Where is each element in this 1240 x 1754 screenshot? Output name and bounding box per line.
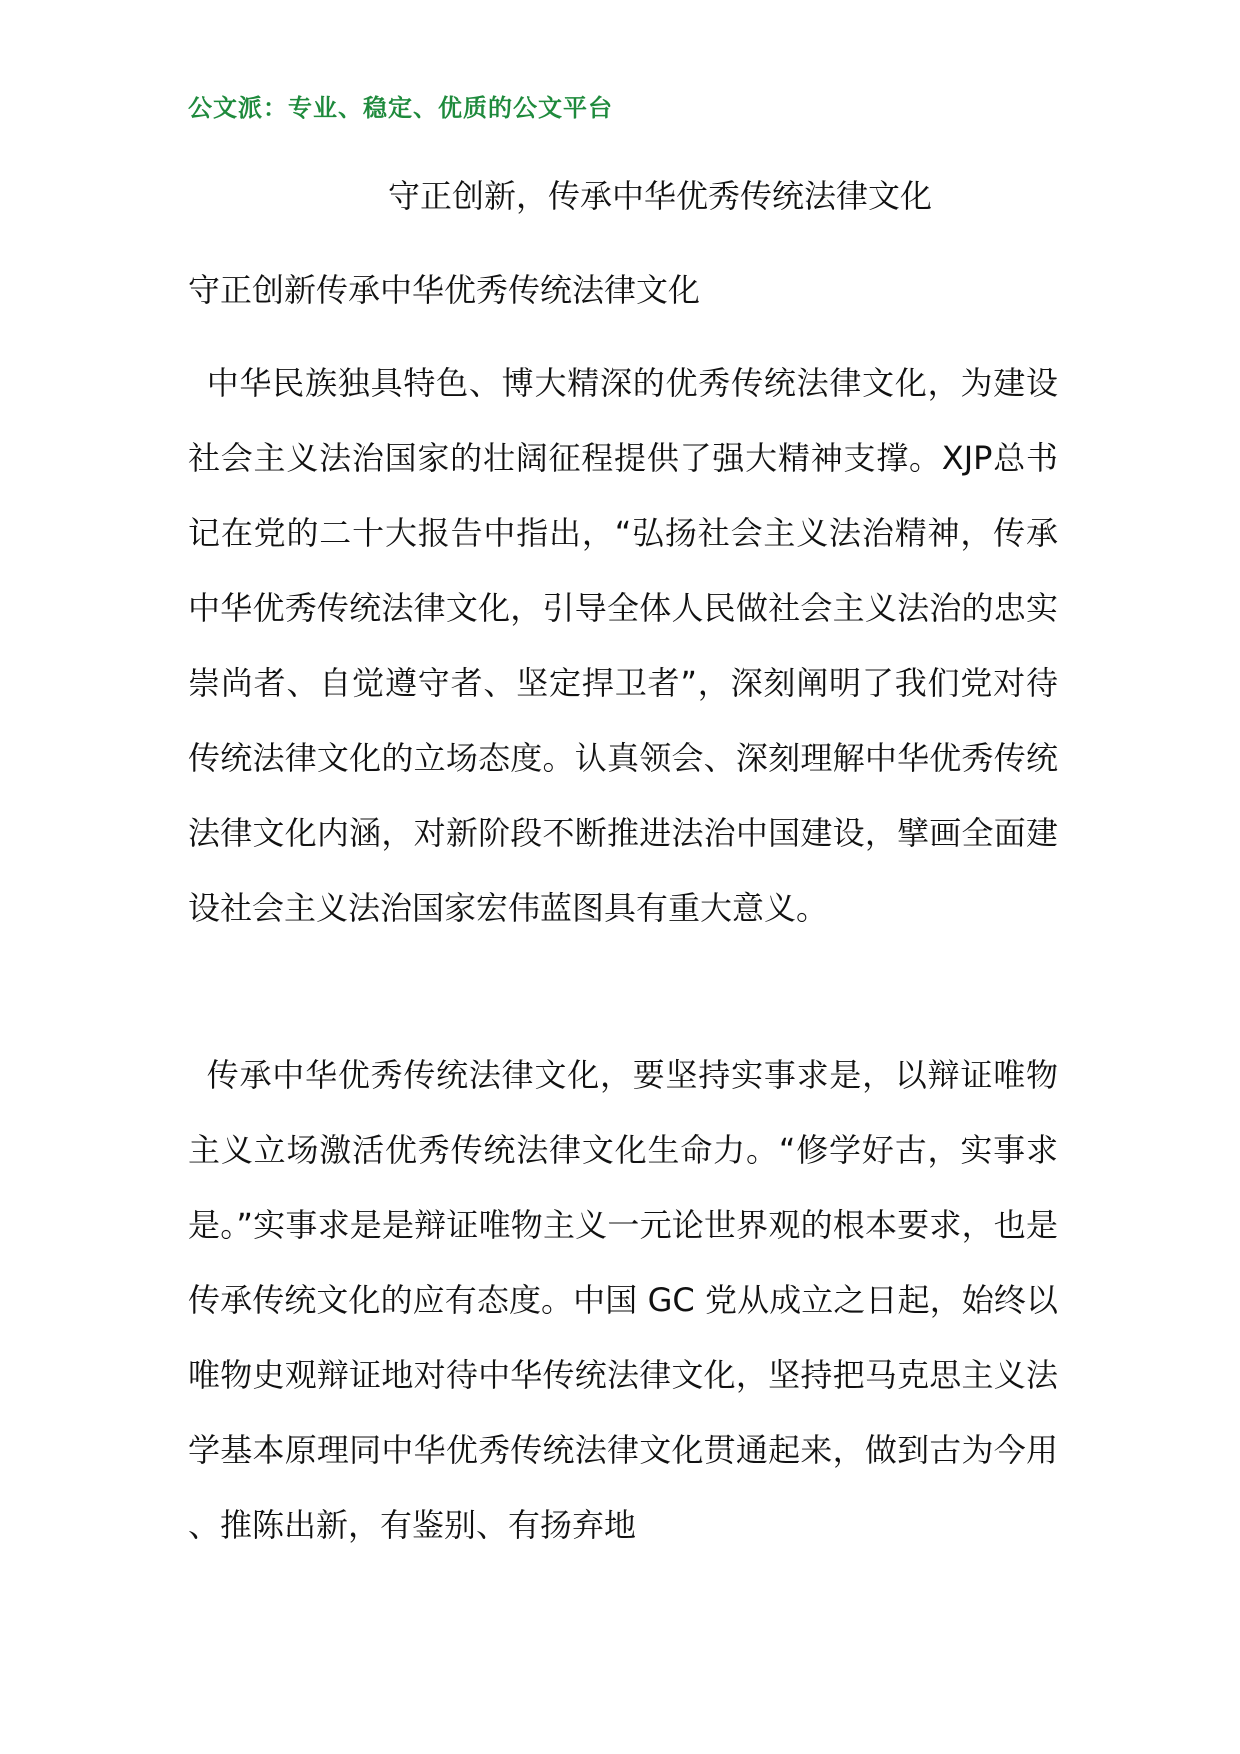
paragraph-2 — [188, 1038, 1058, 1563]
document-subtitle: 守正创新传承中华优秀传统法律文化 — [188, 271, 701, 309]
paragraph-2-text: 传承中华优秀传统法律文化，要坚持实事求是，以辩证唯物主义立场激活优秀传统法律文化生命力。“修学好古，实事求是。”实事求是是辩证唯物主义一元论世界观的根本要求，也是传承传统文化的应有态度。中国 GC 党从成立之日起，始终以唯物史观辩证地对待中华传统法律文化，坚持把马克思主义法学基本原理同中华优秀传统法律文化贯通起来，做到古为今用、推陈出新，有鉴别、有扬弃地 — [188, 1056, 1058, 1544]
paragraph-1 — [188, 346, 1058, 946]
brand-header: 公文派：专业、稳定、优质的公文平台 — [188, 94, 613, 122]
paragraph-1-text: 中华民族独具特色、博大精深的优秀传统法律文化，为建设社会主义法治国家的壮阔征程提供了强大精神支撑。XJP总书记在党的二十大报告中指出，“弘扬社会主义法治精神，传承中华优秀传统法律文化，引导全体人民做社会主义法治的忠实崇尚者、自觉遵守者、坚定捍卫者”，深刻阐明了我们党对待传统法律文化的立场态度。认真领会、深刻理解中华优秀传统法律文化内涵，对新阶段不断推进法治中国建设，擘画全面建设社会主义法治国家宏伟蓝图具有重大意义。 — [188, 364, 1058, 927]
document-title: 守正创新，传承中华优秀传统法律文化 — [387, 177, 932, 215]
